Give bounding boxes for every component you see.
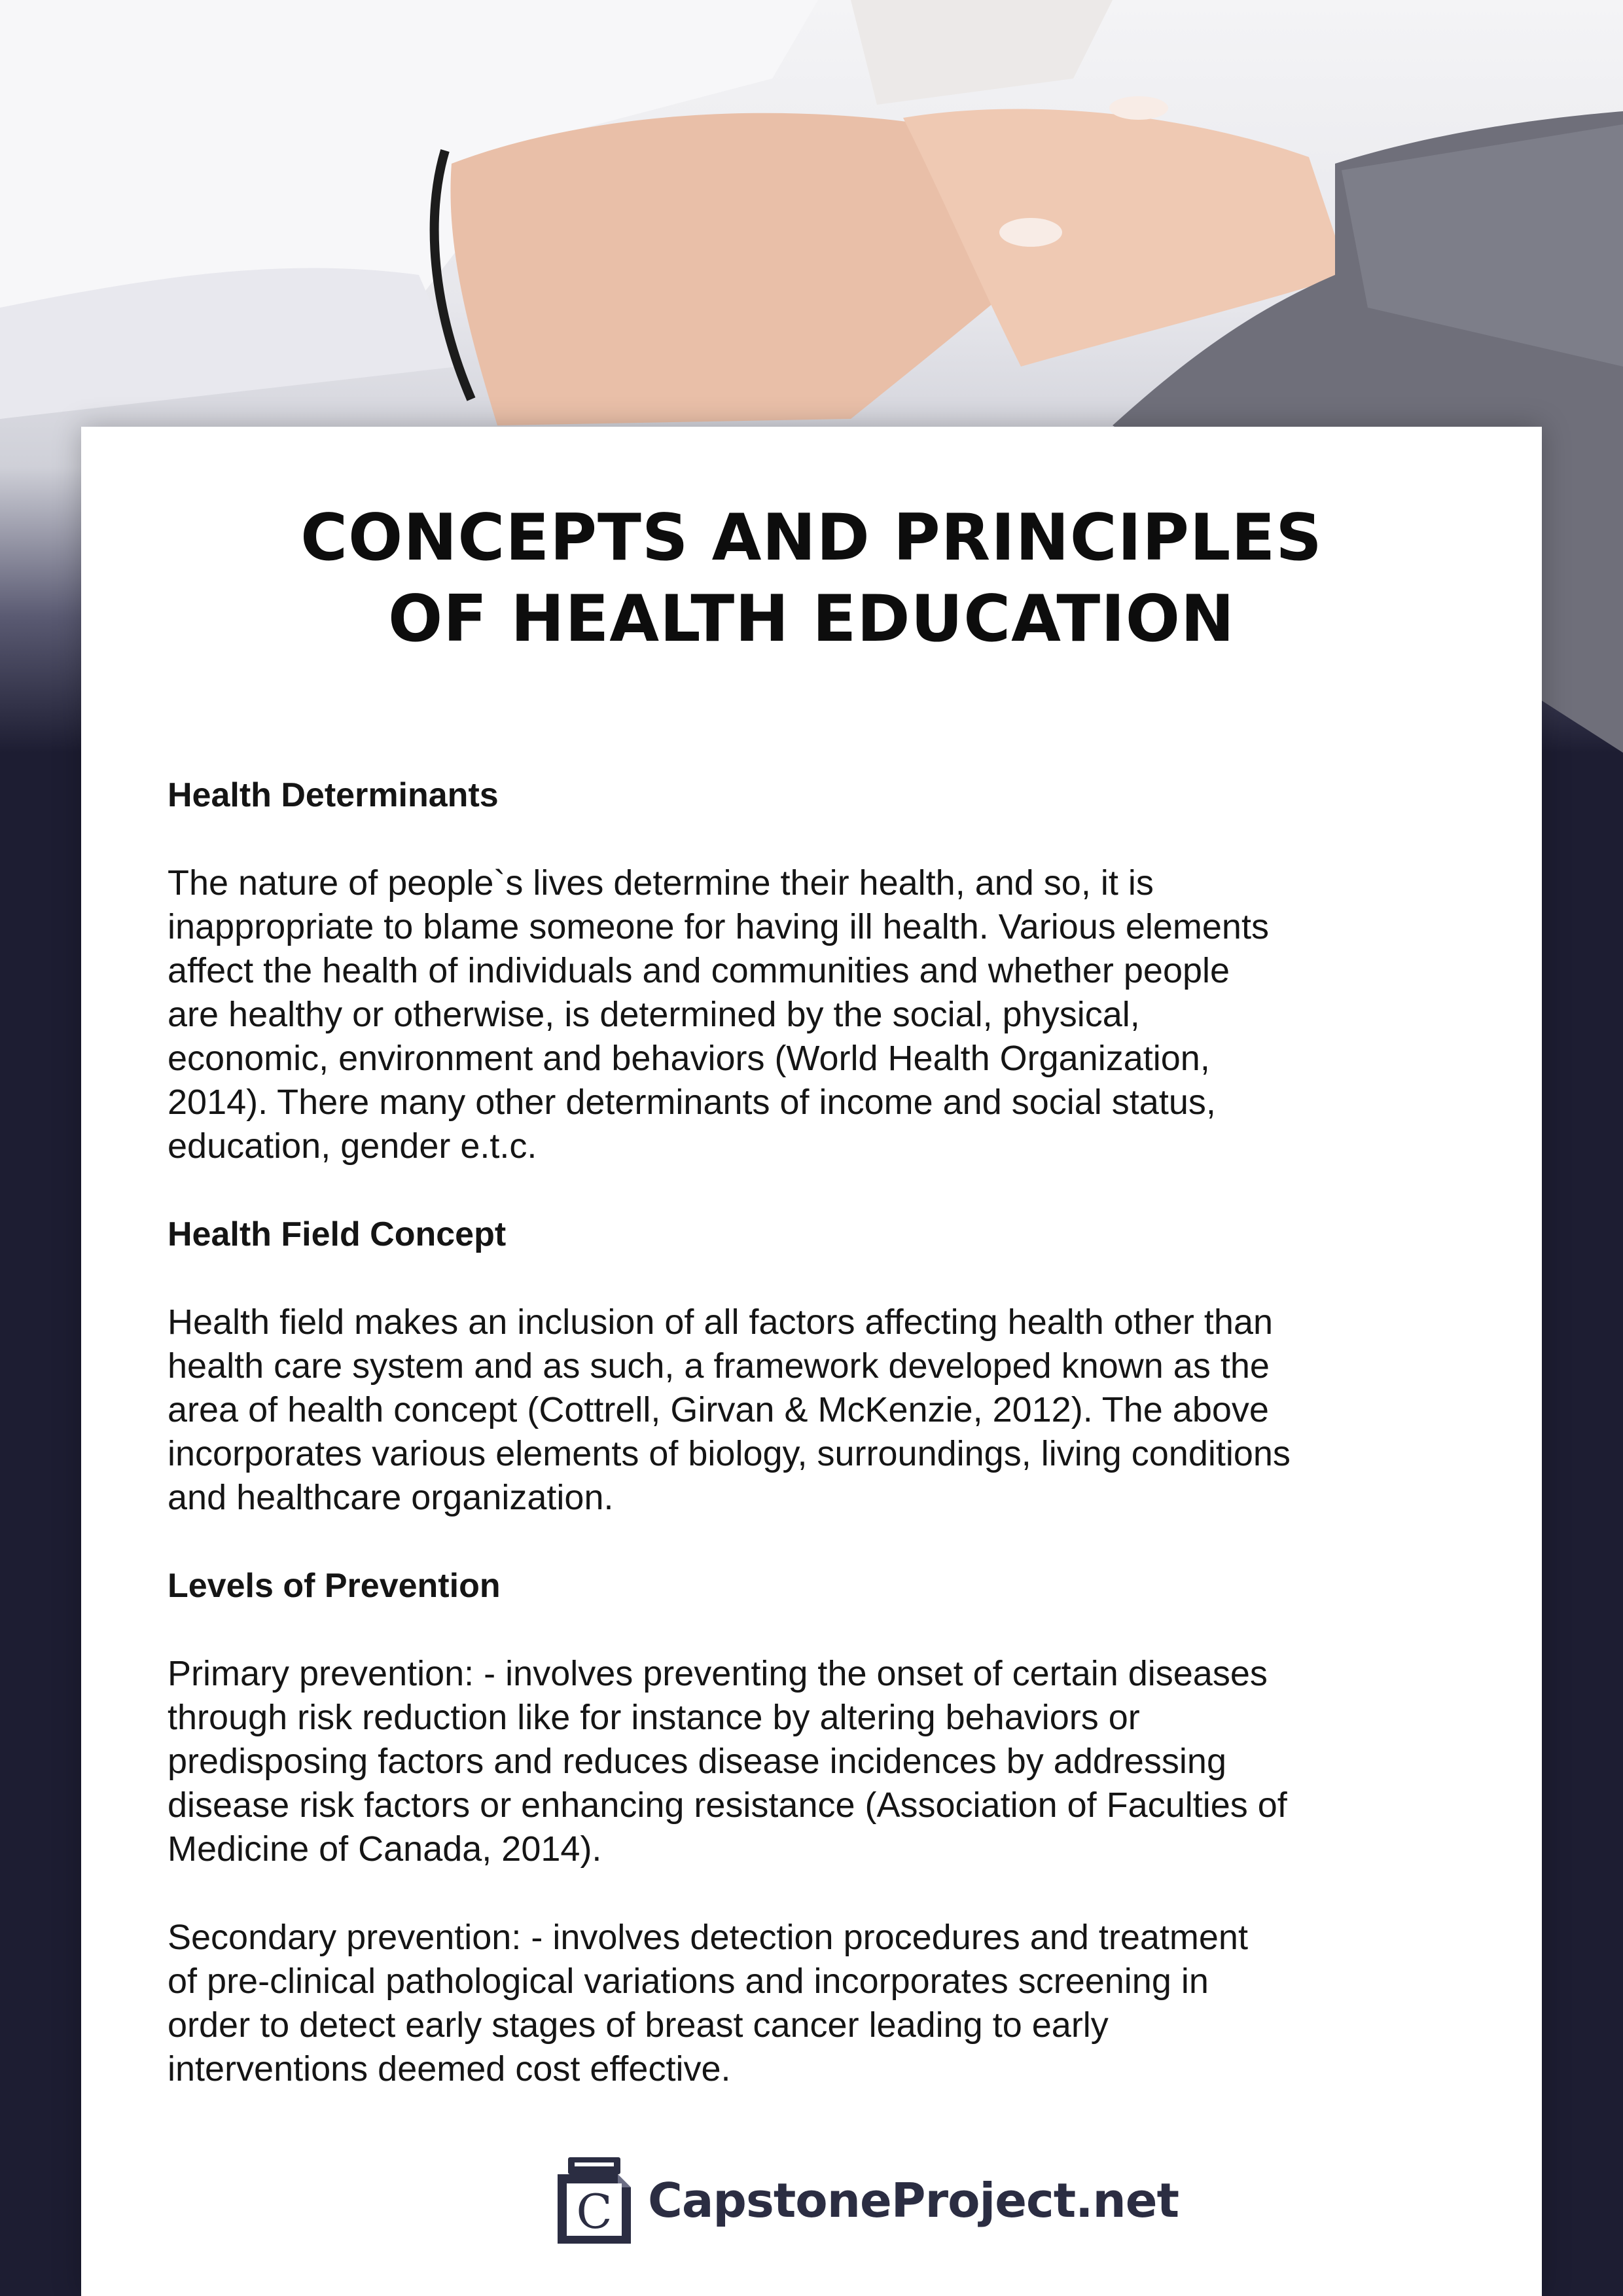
logo-text: CapstoneProject.net <box>648 2173 1179 2228</box>
text-line: The nature of people`s lives determine their health, and so, it is <box>168 863 1154 903</box>
text-line: Primary prevention: - involves preventing the onset of certain diseases <box>168 1654 1268 1693</box>
text-line: 2014). There many other determinants of income and social status, <box>168 1083 1216 1122</box>
title-line-1: CONCEPTS AND PRINCIPLES <box>300 501 1323 575</box>
document-body <box>168 774 1476 2091</box>
capstoneproject-logo[interactable] <box>550 2155 1179 2246</box>
section-heading-health-field-concept: Health Field Concept <box>168 1215 507 1253</box>
fingernail-shape-2 <box>1109 96 1168 120</box>
paragraph-primary-prevention <box>168 1652 1476 1871</box>
title-line-2: OF HEALTH EDUCATION <box>387 582 1236 656</box>
text-line: disease risk factors or enhancing resistance (Association of Faculties of <box>168 1785 1287 1825</box>
text-line: education, gender e.t.c. <box>168 1126 537 1166</box>
text-line: incorporates various elements of biology, surroundings, living conditions <box>168 1434 1291 1473</box>
text-line: area of health concept (Cottrell, Girvan & McKenzie, 2012). The above <box>168 1390 1269 1429</box>
fingernail-shape <box>999 218 1062 247</box>
paragraph-secondary-prevention <box>168 1916 1476 2091</box>
text-line: of pre-clinical pathological variations and incorporates screening in <box>168 1962 1209 2001</box>
paragraph-health-determinants <box>168 861 1476 1168</box>
text-line: affect the health of individuals and communities and whether people <box>168 951 1230 990</box>
page-title <box>81 497 1542 660</box>
logo-icon-letter: C <box>576 2184 613 2239</box>
text-line: Medicine of Canada, 2014). <box>168 1829 602 1869</box>
text-line: are healthy or otherwise, is determined by the social, physical, <box>168 995 1140 1034</box>
text-line: predisposing factors and reduces disease incidences by addressing <box>168 1742 1226 1781</box>
section-heading-health-determinants: Health Determinants <box>168 776 499 814</box>
document-card <box>81 427 1542 2296</box>
document-c-logo-icon <box>550 2155 639 2246</box>
text-line: interventions deemed cost effective. <box>168 2049 731 2089</box>
text-line: through risk reduction like for instance by altering behaviors or <box>168 1698 1140 1737</box>
text-line: and healthcare organization. <box>168 1478 614 1517</box>
text-line: health care system and as such, a framework developed known as the <box>168 1346 1270 1386</box>
text-line: Secondary prevention: - involves detection procedures and treatment <box>168 1918 1248 1957</box>
paragraph-health-field-concept <box>168 1300 1476 1520</box>
text-line: Health field makes an inclusion of all factors affecting health other than <box>168 1302 1274 1342</box>
background-sleeve-shape <box>851 0 1113 105</box>
text-line: economic, environment and behaviors (World Health Organization, <box>168 1039 1210 1078</box>
text-line: inappropriate to blame someone for having ill health. Various elements <box>168 907 1269 946</box>
logo-clip-line <box>575 2162 614 2166</box>
text-line: order to detect early stages of breast cancer leading to early <box>168 2005 1109 2045</box>
section-heading-levels-of-prevention: Levels of Prevention <box>168 1567 501 1605</box>
